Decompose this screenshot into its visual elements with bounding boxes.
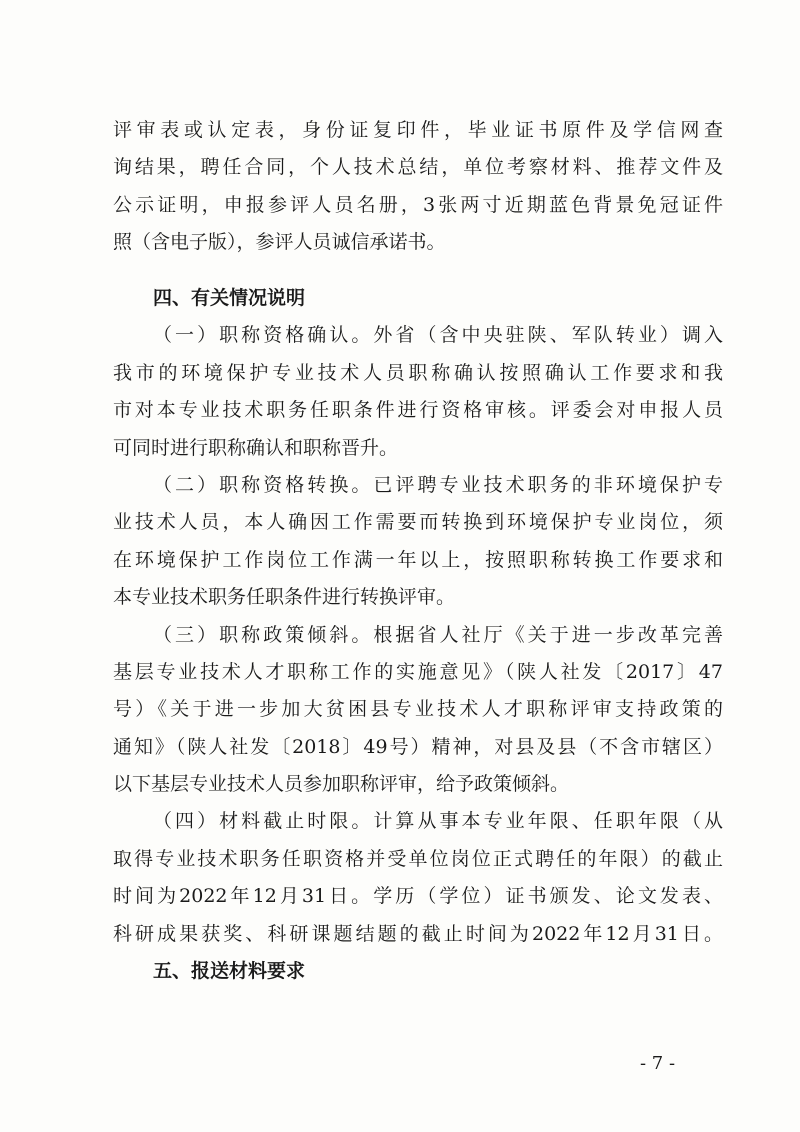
text-line: 以下基层专业技术人员参加职称评审，给予政策倾斜。: [113, 773, 570, 796]
text-line: 号）《关于进一步加大贫困县专业技术人才职称评审支持政策的: [113, 698, 723, 721]
text-line: 科研成果获奖、科研课题结题的截止时间为2022年12月31日。: [113, 922, 723, 945]
text-line: 业技术人员，本人确因工作需要而转换到环境保护专业岗位，须: [113, 511, 723, 534]
text-line: 在环境保护工作岗位工作满一年以上，按照职称转换工作要求和: [113, 548, 723, 571]
text-line: 公示证明，申报参评人员名册，3张两寸近期蓝色背景免冠证件: [113, 193, 723, 216]
continuation-paragraph: [113, 112, 723, 262]
text-line: 可同时进行职称确认和职称晋升。: [113, 436, 399, 459]
section-4: [113, 280, 723, 990]
item-2-paragraph: [113, 467, 723, 617]
text-line: 市对本专业技术职务任职条件进行资格审核。评委会对申报人员: [113, 399, 723, 422]
text-line: 评审表或认定表，身份证复印件，毕业证书原件及学信网查: [113, 119, 723, 141]
text-line: 本专业技术职务任职条件进行转换评审。: [113, 586, 456, 609]
text-line: （三）职称政策倾斜。根据省人社厅《关于进一步改革完善: [153, 623, 723, 646]
section-heading: 四、有关情况说明: [153, 287, 306, 309]
item-4-paragraph: [113, 803, 723, 953]
text-line: 我市的环境保护专业技术人员职称确认按照确认工作要求和我: [113, 361, 723, 384]
text-line: （一）职称资格确认。外省（含中央驻陕、军队转业）调入: [153, 324, 723, 347]
item-1-paragraph: [113, 317, 723, 467]
text-line: 基层专业技术人才职称工作的实施意见》（陕人社发〔2017〕47: [113, 660, 723, 683]
text-line: （二）职称资格转换。已评聘专业技术职务的非环境保护专: [153, 473, 723, 496]
item-3-paragraph: [113, 617, 723, 804]
text-line: （四）材料截止时限。计算从事本专业年限、任职年限（从: [153, 810, 723, 833]
text-line: 询结果，聘任合同，个人技术总结，单位考察材料、推荐文件及: [113, 156, 723, 179]
text-line: 照（含电子版），参评人员诚信承诺书。: [113, 231, 446, 254]
page-number: - 7 -: [640, 1053, 676, 1074]
section-heading: 五、报送材料要求: [153, 960, 306, 983]
text-line: 时间为2022年12月31日。学历（学位）证书颁发、论文发表、: [113, 885, 723, 908]
text-line: 通知》（陕人社发〔2018〕49号）精神，对县及县（不含市辖区）: [113, 735, 723, 758]
text-line: 取得专业技术职务任职资格并受单位岗位正式聘任的年限）的截止: [113, 847, 723, 870]
